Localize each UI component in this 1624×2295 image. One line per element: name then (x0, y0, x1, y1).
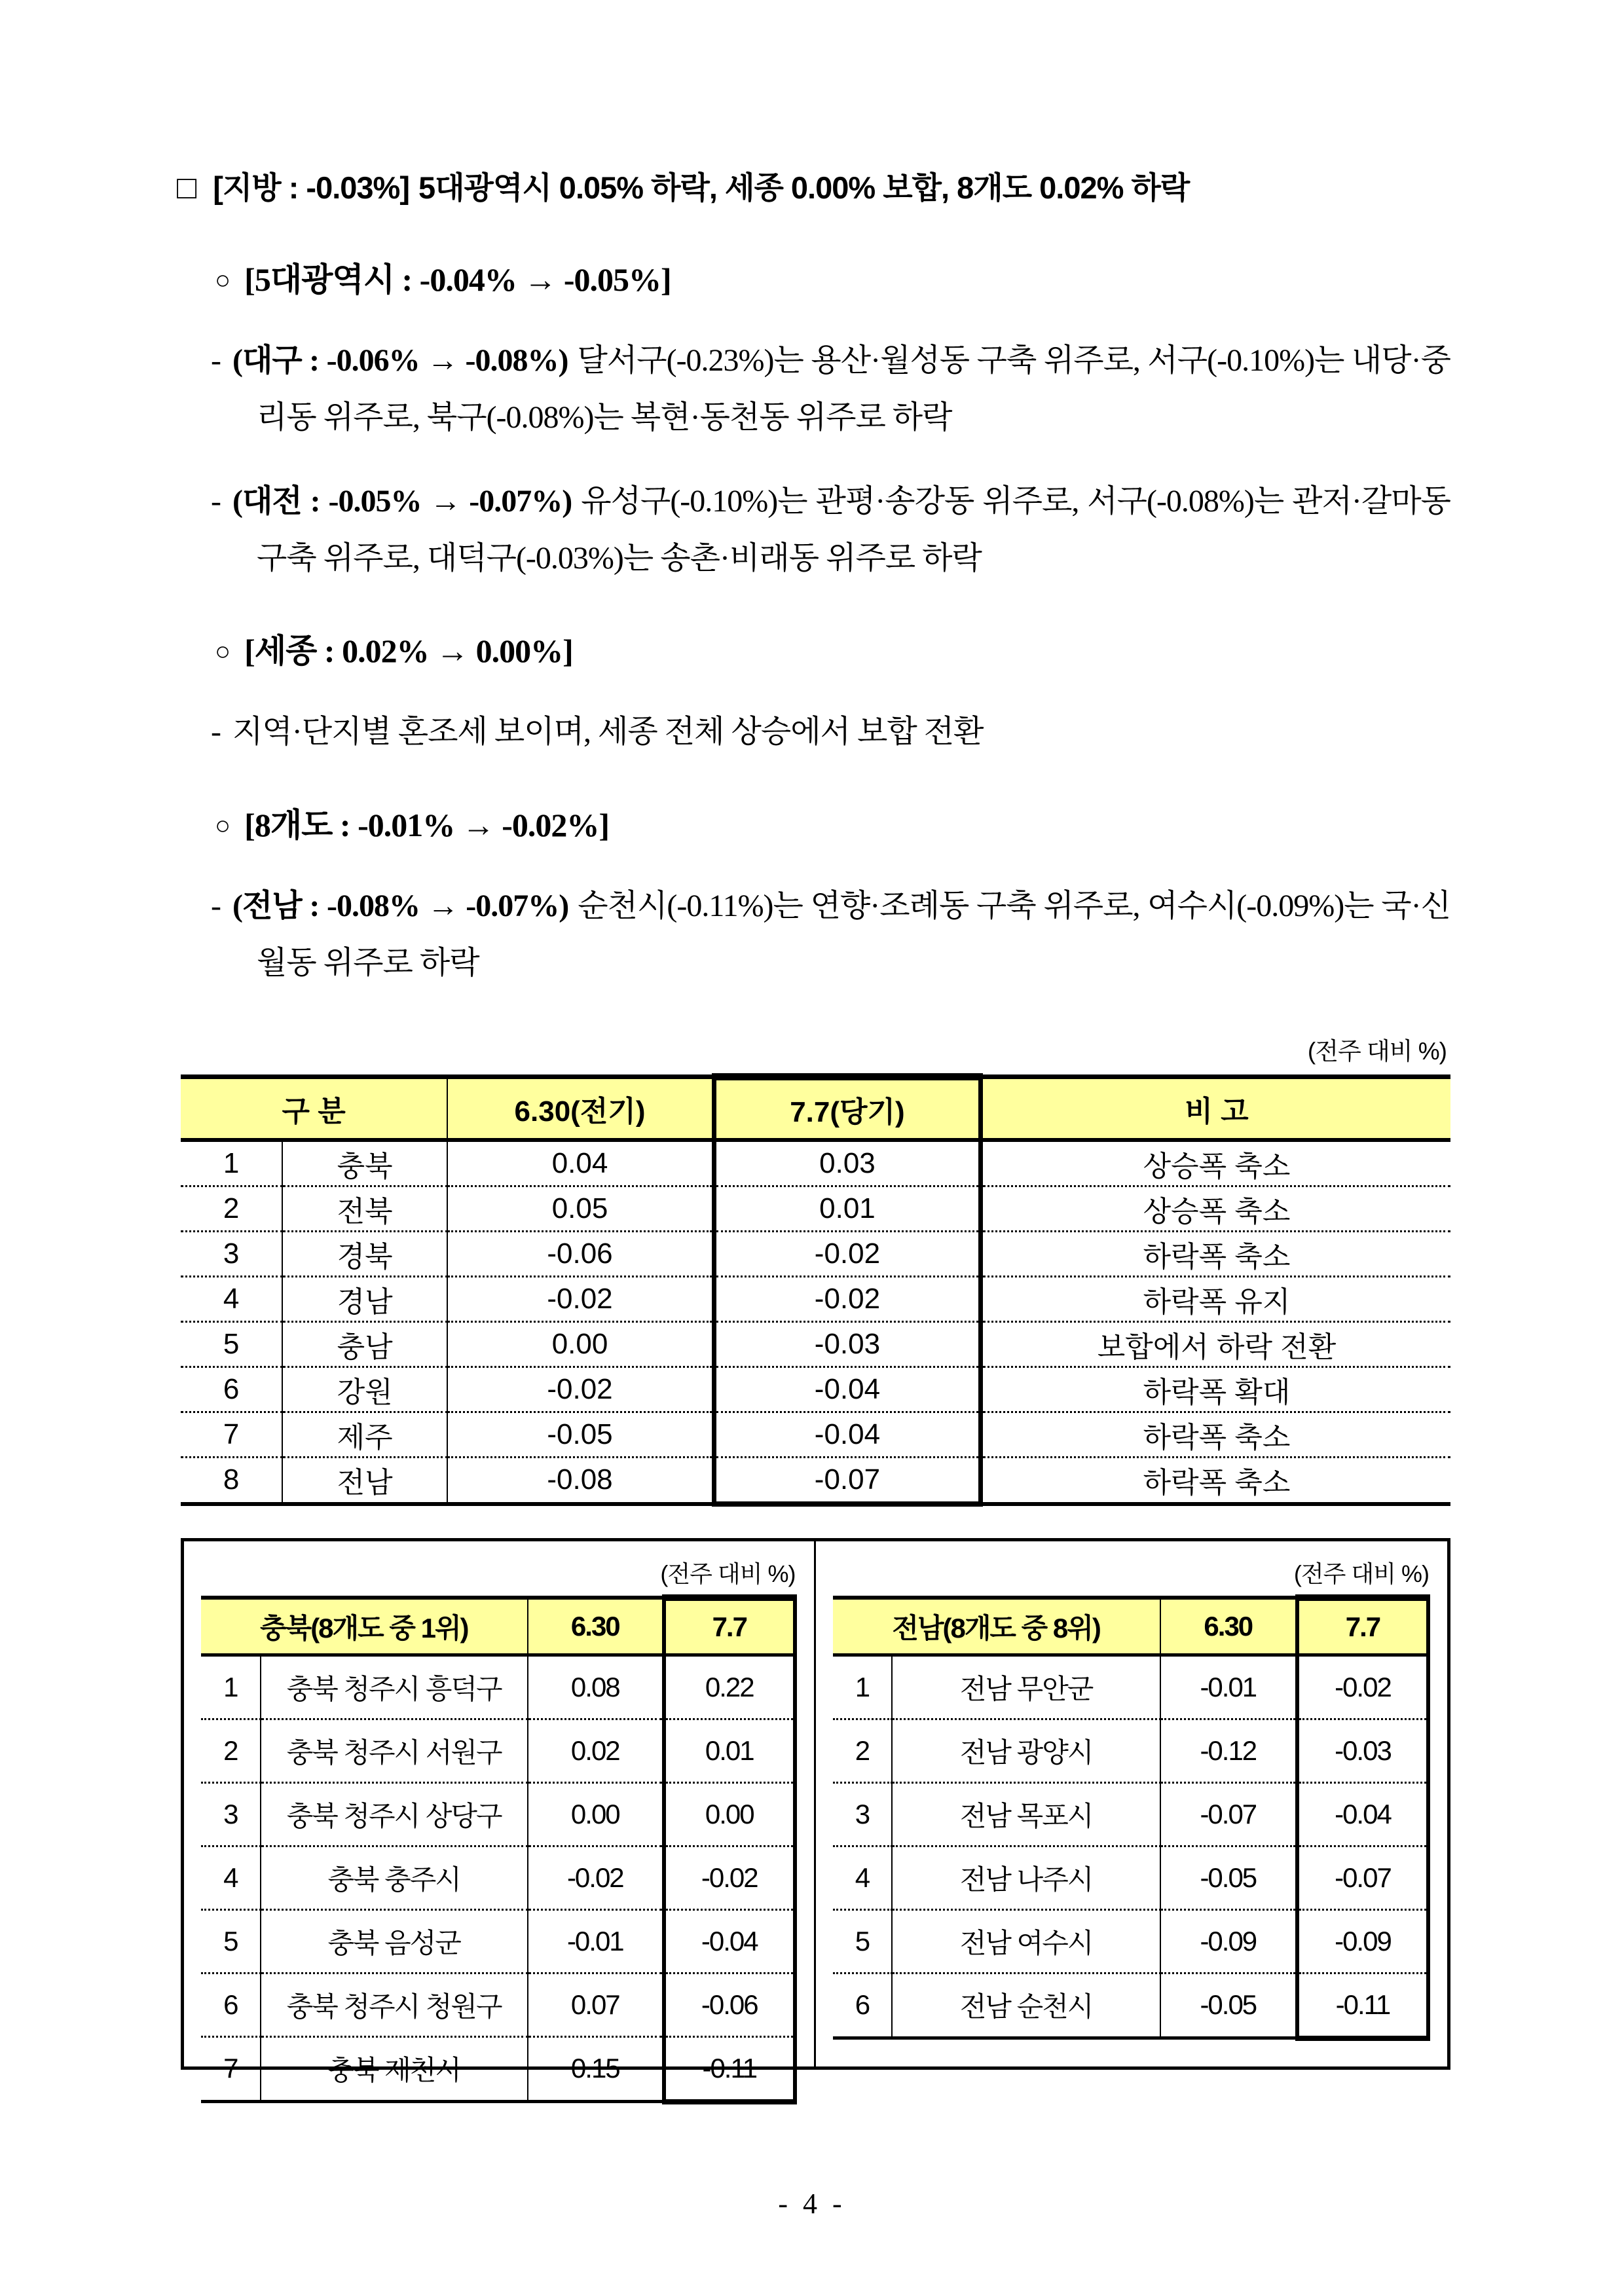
cell-no: 3 (181, 1231, 282, 1276)
table-row (181, 1321, 1450, 1367)
cell-no: 4 (181, 1276, 282, 1321)
cell-curr: 0.01 (664, 1719, 794, 1782)
table-row (181, 1367, 1450, 1412)
cell-no: 3 (201, 1782, 261, 1846)
paragraph-lead: (전남 : -0.08% → -0.07%) (232, 888, 569, 923)
dash-bullet: - (211, 714, 221, 750)
cell-prev: 0.00 (528, 1782, 664, 1846)
table-row (181, 1140, 1450, 1186)
paragraph-daegu (211, 332, 1450, 447)
cell-curr: -0.04 (714, 1367, 980, 1412)
header-prev-period: 6.30 (1160, 1598, 1297, 1655)
table-row (201, 1719, 795, 1782)
paragraph-text: 유성구(-0.10%)는 관평·송강동 위주로, 서구(-0.08%)는 관저·갈마동 구축 위주로, 대덕구(-0.03%)는 송촌·비래동 위주로 하락 (257, 483, 1450, 576)
paragraph-sejong-note (211, 703, 1450, 760)
table-row (181, 1276, 1450, 1321)
jeonnam-panel (816, 1541, 1448, 2066)
square-bullet-icon: □ (177, 169, 196, 206)
paragraph-text: 순천시(-0.11%)는 연향·조례동 구축 위주로, 여수시(-0.09%)는 국·신월동 위주로 하락 (257, 888, 1450, 981)
cell-prev: -0.02 (528, 1846, 664, 1909)
cell-no: 5 (201, 1909, 261, 1973)
cell-name: 충북 청주시 서원구 (261, 1719, 528, 1782)
cell-no: 7 (201, 2036, 261, 2102)
detail-tables-box (181, 1538, 1450, 2086)
cell-no: 2 (181, 1186, 282, 1231)
cell-region: 강원 (282, 1367, 447, 1412)
cell-no: 6 (833, 1973, 893, 2038)
table-row (833, 1655, 1429, 1719)
table-row (833, 1973, 1429, 2038)
table-row (833, 1719, 1429, 1782)
cell-curr: -0.07 (714, 1457, 980, 1504)
cell-name: 충북 청주시 청원구 (261, 1973, 528, 2036)
cell-note: 하락폭 축소 (981, 1231, 1450, 1276)
paragraph-daejeon (211, 473, 1450, 587)
table-row (201, 1782, 795, 1846)
cell-name: 충북 청주시 흥덕구 (261, 1655, 528, 1719)
dash-bullet: - (211, 343, 221, 378)
table-row (201, 1846, 795, 1909)
header-title: 전남(8개도 중 8위) (833, 1598, 1160, 1655)
paragraph-text: 지역·단지별 혼조세 보이며, 세종 전체 상승에서 보합 전환 (232, 714, 984, 750)
table-header-row (181, 1076, 1450, 1140)
cell-note: 하락폭 확대 (981, 1367, 1450, 1412)
cell-name: 전남 무안군 (892, 1655, 1160, 1719)
cell-prev: 0.05 (447, 1186, 714, 1231)
chungbuk-panel (184, 1541, 816, 2086)
table-row (201, 1909, 795, 1973)
circle-bullet-icon: ○ (215, 810, 231, 840)
cell-prev: -0.08 (447, 1457, 714, 1504)
chungbuk-detail-table (201, 1594, 797, 2104)
header-current-period: 7.7 (1297, 1598, 1428, 1655)
province-change-table (181, 1073, 1450, 1507)
cell-curr: 0.00 (664, 1782, 794, 1846)
header-group: 구 분 (181, 1076, 447, 1140)
cell-no: 5 (833, 1909, 893, 1973)
table-row (833, 1846, 1429, 1909)
main-table-caption: (전주 대비 %) (1307, 1037, 1447, 1065)
cell-note: 하락폭 축소 (981, 1412, 1450, 1457)
cell-region: 전북 (282, 1186, 447, 1231)
cell-no: 1 (201, 1655, 261, 1719)
header-title: 충북(8개도 중 1위) (201, 1598, 528, 1655)
cell-prev: -0.09 (1160, 1909, 1297, 1973)
subheading-text: [5대광역시 : -0.04% → -0.05%] (244, 261, 671, 298)
cell-note: 보합에서 하락 전환 (981, 1321, 1450, 1367)
cell-name: 충북 청주시 상당구 (261, 1782, 528, 1846)
subheading-sejong (215, 625, 1450, 672)
cell-curr: 0.22 (664, 1655, 794, 1719)
paragraph-lead: (대전 : -0.05% → -0.07%) (232, 483, 572, 519)
cell-region: 경남 (282, 1276, 447, 1321)
paragraph-lead: (대구 : -0.06% → -0.08%) (232, 343, 568, 378)
cell-region: 충남 (282, 1321, 447, 1367)
cell-no: 2 (833, 1719, 893, 1782)
chungbuk-table-caption: (전주 대비 %) (660, 1560, 796, 1587)
table-row (181, 1186, 1450, 1231)
cell-prev: 0.00 (447, 1321, 714, 1367)
cell-region: 충북 (282, 1140, 447, 1186)
cell-curr: -0.07 (1297, 1846, 1428, 1909)
jeonnam-detail-table (833, 1594, 1431, 2041)
cell-name: 전남 목포시 (892, 1782, 1160, 1846)
subheading-five-metro (215, 253, 1450, 301)
cell-name: 전남 순천시 (892, 1973, 1160, 2038)
cell-name: 전남 나주시 (892, 1846, 1160, 1909)
cell-region: 제주 (282, 1412, 447, 1457)
table-row (833, 1782, 1429, 1846)
cell-no: 1 (181, 1140, 282, 1186)
cell-region: 전남 (282, 1457, 447, 1504)
header-prev-period: 6.30(전기) (447, 1076, 714, 1140)
cell-prev: -0.12 (1160, 1719, 1297, 1782)
header-prev-period: 6.30 (528, 1598, 664, 1655)
cell-no: 2 (201, 1719, 261, 1782)
cell-no: 6 (201, 1973, 261, 2036)
cell-prev: 0.07 (528, 1973, 664, 2036)
table-row (181, 1457, 1450, 1504)
cell-name: 충북 충주시 (261, 1846, 528, 1909)
header-note: 비 고 (981, 1076, 1450, 1140)
heading-text: 5대광역시 0.05% 하락, 세종 0.00% 보합, 8개도 0.02% 하락 (418, 170, 1190, 205)
circle-bullet-icon: ○ (215, 265, 231, 295)
cell-curr: -0.02 (714, 1231, 980, 1276)
cell-curr: -0.09 (1297, 1909, 1428, 1973)
cell-curr: -0.11 (1297, 1973, 1428, 2038)
cell-prev: -0.05 (447, 1412, 714, 1457)
subheading-eight-provinces (215, 799, 1450, 846)
cell-prev: 0.04 (551, 1147, 608, 1179)
cell-prev: -0.05 (1160, 1846, 1297, 1909)
cell-note: 하락폭 축소 (981, 1457, 1450, 1504)
cell-note: 하락폭 유지 (981, 1276, 1450, 1321)
cell-prev: -0.01 (1200, 1671, 1257, 1702)
cell-note: 상승폭 축소 (1143, 1150, 1291, 1183)
cell-curr: -0.02 (664, 1846, 794, 1909)
cell-prev: -0.05 (1160, 1973, 1297, 2038)
cell-no: 8 (181, 1457, 282, 1504)
cell-name: 전남 여수시 (892, 1909, 1160, 1973)
cell-prev: -0.02 (447, 1367, 714, 1412)
cell-no: 5 (181, 1321, 282, 1367)
cell-prev: -0.07 (1160, 1782, 1297, 1846)
table-row (201, 1655, 795, 1719)
table-header-row (833, 1598, 1429, 1655)
subheading-text: [8개도 : -0.01% → -0.02%] (244, 806, 610, 843)
cell-curr: -0.02 (714, 1276, 980, 1321)
dash-bullet: - (211, 888, 221, 923)
section-heading-jibang (177, 164, 1450, 208)
header-current-period: 7.7 (664, 1598, 794, 1655)
table-row (833, 1909, 1429, 1973)
subheading-text: [세종 : 0.02% → 0.00%] (244, 633, 573, 670)
heading-label: [지방 : -0.03%] (213, 170, 409, 205)
dash-bullet: - (211, 483, 221, 519)
cell-no: 4 (833, 1846, 893, 1909)
cell-curr: 0.03 (714, 1140, 980, 1186)
cell-curr: -0.11 (664, 2036, 794, 2102)
cell-curr: -0.04 (664, 1909, 794, 1973)
cell-no: 1 (833, 1655, 893, 1719)
table-row (201, 1973, 795, 2036)
table-row (201, 2036, 795, 2102)
cell-no: 3 (833, 1782, 893, 1846)
circle-bullet-icon: ○ (215, 636, 231, 667)
cell-curr: -0.02 (1297, 1655, 1428, 1719)
cell-curr: 0.01 (714, 1186, 980, 1231)
jeonnam-table-caption: (전주 대비 %) (1293, 1560, 1429, 1587)
cell-curr: -0.03 (714, 1321, 980, 1367)
paragraph-text: 달서구(-0.23%)는 용산·월성동 구축 위주로, 서구(-0.10%)는 내당·중리동 위주로, 북구(-0.08%)는 복현·동천동 위주로 하락 (257, 343, 1450, 435)
cell-curr: -0.06 (664, 1973, 794, 2036)
cell-name: 전남 광양시 (892, 1719, 1160, 1782)
cell-curr: -0.04 (1297, 1782, 1428, 1846)
cell-curr: -0.04 (714, 1412, 980, 1457)
cell-no: 4 (201, 1846, 261, 1909)
table-row (181, 1412, 1450, 1457)
cell-name: 충북 제천시 (261, 2036, 528, 2102)
cell-prev: 0.15 (528, 2036, 664, 2102)
cell-prev: -0.01 (528, 1909, 664, 1973)
cell-prev: 0.08 (570, 1671, 619, 1702)
cell-prev: 0.02 (528, 1719, 664, 1782)
cell-no: 7 (181, 1412, 282, 1457)
cell-name: 충북 음성군 (261, 1909, 528, 1973)
table-header-row (201, 1598, 795, 1655)
cell-note: 상승폭 축소 (981, 1186, 1450, 1231)
cell-prev: -0.06 (447, 1231, 714, 1276)
cell-curr: -0.03 (1297, 1719, 1428, 1782)
cell-prev: -0.02 (447, 1276, 714, 1321)
cell-region: 경북 (282, 1231, 447, 1276)
paragraph-jeonnam (211, 877, 1450, 992)
table-row (181, 1231, 1450, 1276)
header-current-period: 7.7(당기) (714, 1076, 980, 1140)
cell-no: 6 (181, 1367, 282, 1412)
page-number: - 4 - (778, 2188, 846, 2220)
